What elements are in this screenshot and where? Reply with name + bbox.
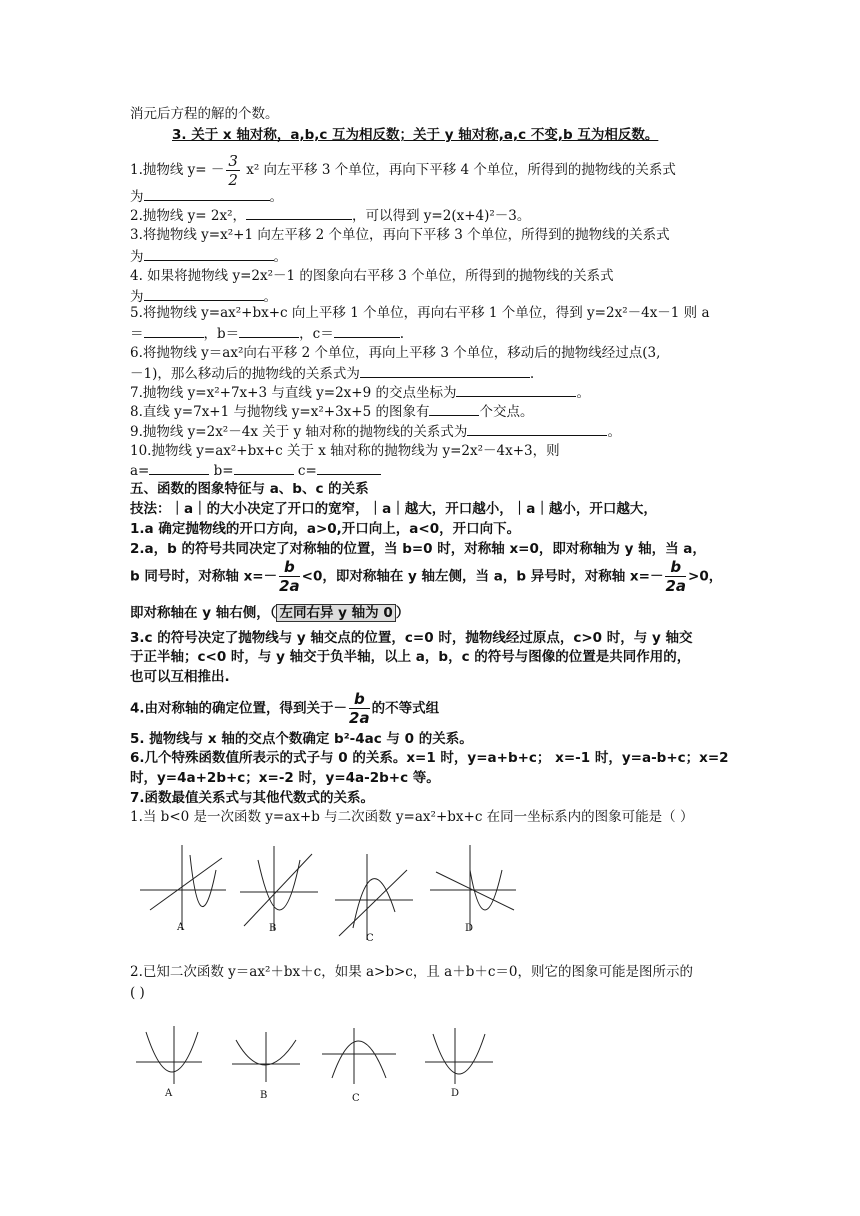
q9-text: 9.抛物线 y=2x²－4x 关于 y 轴对称的抛物线的关系式为	[130, 424, 468, 440]
frac-num: 3	[228, 152, 238, 170]
frac-num: b	[349, 690, 370, 709]
frac-den: 2a	[349, 709, 370, 727]
question-8	[130, 401, 533, 422]
answer-blank[interactable]	[456, 382, 576, 397]
q10-text2: b=	[209, 463, 234, 479]
graph-label: A	[177, 922, 185, 933]
graph-label: C	[366, 933, 374, 944]
t5-text: 即对称轴在 y 轴右侧，（	[130, 605, 277, 621]
answer-blank-c[interactable]	[317, 460, 381, 475]
rule-symmetry: 3. 关于 x 轴对称，a,b,c 互为相反数；关于 y 轴对称,a,c 不变,b 互为相反数。	[172, 127, 659, 143]
rule-line: 1.a 确定抛物线的开口方向，a>0,开口向上，a<0，开口向下。	[130, 521, 521, 537]
graph-option-b	[232, 1030, 307, 1085]
q9-end: 。	[607, 424, 621, 440]
frac-den: 2	[228, 171, 238, 189]
rule-line: 3.c 的符号决定了抛物线与 y 轴交点的位置，c=0 时，抛物线经过原点，c>0 时，与 y 轴交	[130, 630, 693, 646]
rule-line	[130, 603, 409, 623]
q5-end: .	[399, 326, 405, 342]
question-6: 6.将抛物线 y＝ax²向右平移 2 个单位，再向上平移 3 个单位，移动后的抛物线经过点(3,	[130, 345, 661, 361]
fraction	[279, 558, 300, 595]
answer-blank[interactable]	[144, 246, 274, 261]
answer-blank-c[interactable]	[334, 323, 400, 338]
graph-label: B	[260, 1090, 268, 1101]
section-heading: 五、函数的图象特征与 a、b、c 的关系	[130, 481, 369, 497]
q2-text: 2.抛物线 y= 2x²，	[130, 208, 247, 224]
q3-end: 。	[273, 249, 287, 265]
rule-line	[130, 558, 722, 595]
answer-blank-b[interactable]	[234, 460, 294, 475]
graph-label: D	[451, 1088, 460, 1099]
q1-text: 1.抛物线 y= －	[130, 162, 225, 178]
rule-line: 时，y=4a+2b+c；x=-2 时，y=4a-2b+c 等。	[130, 770, 440, 786]
t5-end: ）	[395, 605, 410, 621]
q2-text2: ，可以得到 y=2(x+4)²－3。	[352, 208, 531, 224]
fraction	[665, 558, 686, 595]
q6-end: .	[529, 366, 535, 382]
rule-line: 2.a，b 的符号共同决定了对称轴的位置，当 b=0 时，对称轴 x=0，即对称轴为 y 轴，当 a，	[130, 541, 706, 557]
q1-text3: 为	[130, 189, 144, 205]
q5-text2: ，b＝	[203, 326, 240, 342]
graph-option-b	[240, 840, 320, 935]
fraction	[226, 152, 240, 189]
question-5: 5.将抛物线 y=ax²+bx+c 向上平移 1 个单位，再向右平移 1 个单位，得到 y=2x²－4x－1 则 a	[130, 305, 710, 321]
graph-option-a	[136, 1022, 216, 1087]
q4-text: 为	[130, 289, 144, 305]
question-1-cont	[130, 186, 283, 207]
q5-text: ＝	[130, 326, 144, 342]
answer-blank[interactable]	[144, 286, 264, 301]
frac-den: 2a	[665, 577, 687, 595]
q5-text3: ，c＝	[299, 326, 334, 342]
frac-num: b	[665, 558, 686, 577]
q8-text: 8.直线 y=7x+1 与抛物线 y=x²+3x+5 的图象有	[130, 404, 430, 420]
question-7	[130, 382, 590, 403]
q3-text: 为	[130, 249, 144, 265]
mnemonic-box: 左同右异 y 轴为 0	[276, 604, 395, 622]
answer-blank-a[interactable]	[144, 323, 204, 338]
q4-end: 。	[263, 289, 277, 305]
answer-blank-b[interactable]	[239, 323, 299, 338]
rule-line: 7.函数最值关系式与其他代数式的关系。	[130, 790, 375, 806]
graph-label: B	[269, 923, 277, 934]
graph-label: A	[165, 1088, 173, 1099]
t4-text: b 同号时，对称轴 x=－	[130, 568, 278, 585]
problem-2-paren: ( )	[130, 985, 145, 1001]
graph-option-a	[140, 840, 230, 935]
question-10: 10.抛物线 y=ax²+bx+c 关于 x 轴对称的抛物线为 y=2x²－4x+3，则	[130, 443, 560, 459]
tip-line: 技法：｜a｜的大小决定了开口的宽窄，｜a｜越大，开口越小，｜a｜越小，开口越大，	[130, 501, 657, 517]
answer-blank[interactable]	[360, 363, 530, 378]
rule-line: 也可以互相推出.	[130, 669, 230, 685]
t9-text: 4.由对称轴的确定位置，得到关于－	[130, 700, 348, 717]
question-2	[130, 205, 530, 226]
rule-line	[130, 690, 439, 727]
text-line: 消元后方程的解的个数。	[130, 106, 279, 122]
graph-option-d	[430, 840, 520, 935]
rule-line: 6.几个特殊函数值所表示的式子与 0 的关系。x=1 时，y=a+b+c； x=-1 时，y=a-b+c；x=2	[130, 750, 729, 766]
rule-line: 于正半轴；c<0 时，与 y 轴交于负半轴，以上 a，b，c 的符号与图像的位置是共同作用的，	[130, 649, 691, 665]
question-3: 3.将抛物线 y=x²+1 向左平移 2 个单位，再向下平移 3 个单位，所得到的抛物线的关系式	[130, 227, 670, 243]
graph-label: C	[352, 1093, 360, 1104]
question-4: 4. 如果将抛物线 y=2x²－1 的图象向右平移 3 个单位，所得到的抛物线的关系式	[130, 268, 614, 284]
t4-text2: <0，即对称轴在 y 轴左侧，当 a，b 异号时，对称轴 x=－	[301, 568, 664, 585]
frac-den: 2a	[279, 577, 300, 595]
frac-num: b	[279, 558, 300, 577]
question-9	[130, 421, 621, 442]
graph-option-c	[322, 1024, 402, 1086]
graph-option-d	[425, 1024, 500, 1086]
t4-text3: >0，	[688, 568, 723, 585]
q7-end: 。	[576, 385, 590, 401]
q6-text: －1)，那么移动后的抛物线的关系式为	[130, 366, 360, 382]
answer-blank-a[interactable]	[149, 460, 209, 475]
answer-blank[interactable]	[429, 401, 479, 416]
t9-text2: 的不等式组	[371, 700, 440, 717]
rule-line: 5. 抛物线与 x 轴的交点个数确定 b²-4ac 与 0 的关系。	[130, 731, 473, 747]
problem-2: 2.已知二次函数 y＝ax²＋bx＋c，如果 a>b>c，且 a＋b＋c＝0，则它的图象可能是图所示的	[130, 964, 693, 980]
question-5-cont	[130, 323, 404, 344]
question-6-cont	[130, 363, 534, 384]
graph-option-c	[335, 848, 415, 943]
q1-text2: x² 向左平移 3 个单位，再向下平移 4 个单位，所得到的抛物线的关系式	[241, 162, 676, 178]
q10-text: a=	[130, 463, 150, 479]
graph-label: D	[465, 923, 474, 934]
q8-end: 个交点。	[479, 404, 534, 420]
q10-text3: c=	[293, 463, 317, 479]
fraction	[349, 690, 370, 727]
q1-end: 。	[269, 189, 283, 205]
answer-blank[interactable]	[467, 421, 607, 436]
q7-text: 7.抛物线 y=x²+7x+3 与直线 y=2x+9 的交点坐标为	[130, 385, 457, 401]
problem-1: 1.当 b<0 是一次函数 y=ax+b 与二次函数 y=ax²+bx+c 在同一坐标系内的图象可能是（ ）	[130, 809, 694, 825]
answer-blank[interactable]	[144, 186, 270, 201]
answer-blank[interactable]	[246, 205, 352, 220]
question-1	[130, 152, 676, 189]
question-10-cont	[130, 460, 381, 481]
question-3-cont	[130, 246, 287, 267]
